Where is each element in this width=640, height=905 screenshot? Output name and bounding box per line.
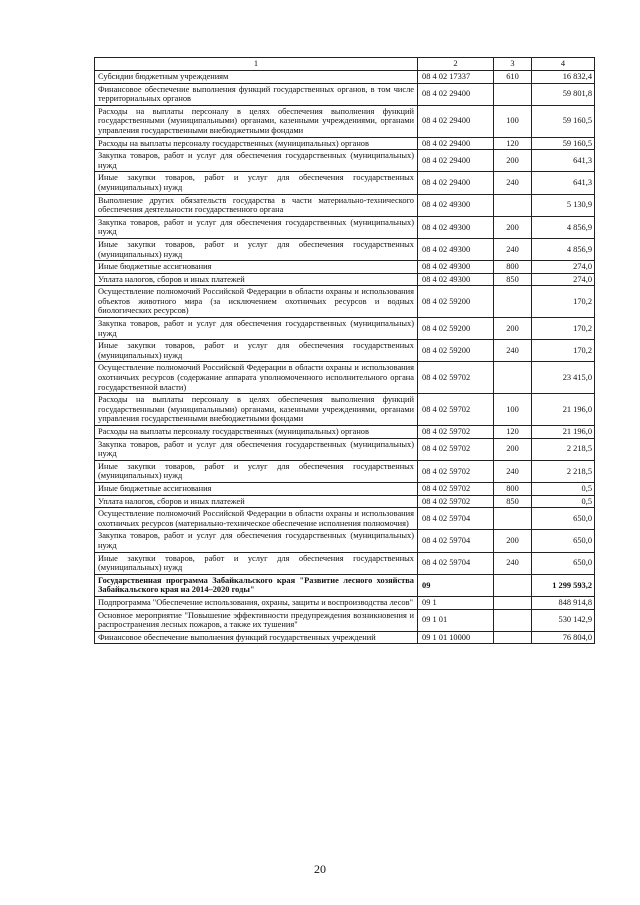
table-row (95, 552, 595, 574)
row-expense-type (494, 609, 532, 631)
row-description: Закупка товаров, работ и услуг для обеспечения государственных (муниципальных) нужд (95, 216, 418, 238)
row-target-code: 08 4 02 59200 (418, 286, 494, 318)
row-expense-type: 100 (494, 394, 532, 426)
table-row (95, 172, 595, 194)
row-amount: 4 856,9 (532, 216, 595, 238)
table-row (95, 482, 595, 495)
row-amount: 650,0 (532, 552, 595, 574)
table-row (95, 83, 595, 105)
row-target-code: 08 4 02 29400 (418, 105, 494, 137)
row-description: Расходы на выплаты персоналу государственных (муниципальных) органов (95, 137, 418, 150)
row-expense-type: 610 (494, 71, 532, 84)
row-expense-type: 240 (494, 172, 532, 194)
row-amount: 21 196,0 (532, 426, 595, 439)
table-row (95, 318, 595, 340)
table-row (95, 150, 595, 172)
row-target-code: 08 4 02 49300 (418, 238, 494, 260)
table-row (95, 286, 595, 318)
row-target-code: 09 (418, 574, 494, 596)
row-expense-type: 800 (494, 261, 532, 274)
table-row (95, 438, 595, 460)
row-target-code: 08 4 02 29400 (418, 150, 494, 172)
row-target-code: 08 4 02 59702 (418, 394, 494, 426)
row-target-code: 08 4 02 59702 (418, 460, 494, 482)
row-description: Субсидии бюджетным учреждениям (95, 71, 418, 84)
row-description: Расходы на выплаты персоналу в целях обеспечения выполнения функций государственными (муниципальными) органами, казенными учреждениями, органами управления государственными внебюджетными фондами (95, 394, 418, 426)
row-amount: 170,2 (532, 318, 595, 340)
row-amount: 16 832,4 (532, 71, 595, 84)
row-amount: 274,0 (532, 273, 595, 286)
row-expense-type (494, 631, 532, 644)
row-amount: 650,0 (532, 530, 595, 552)
row-amount: 23 415,0 (532, 362, 595, 394)
row-expense-type (494, 574, 532, 596)
table-row (95, 340, 595, 362)
row-amount: 274,0 (532, 261, 595, 274)
row-target-code: 09 1 (418, 596, 494, 609)
header-row (95, 58, 595, 71)
page-number: 20 (314, 862, 326, 876)
table-row (95, 71, 595, 84)
row-expense-type: 850 (494, 273, 532, 286)
row-expense-type: 200 (494, 318, 532, 340)
table-row (95, 194, 595, 216)
table-row (95, 508, 595, 530)
header-col-target-code: 2 (418, 58, 494, 71)
row-amount: 0,5 (532, 495, 595, 508)
row-description: Иные бюджетные ассигнования (95, 261, 418, 274)
table-row (95, 596, 595, 609)
row-amount: 650,0 (532, 508, 595, 530)
row-description: Иные бюджетные ассигнования (95, 482, 418, 495)
row-target-code: 08 4 02 49300 (418, 273, 494, 286)
row-target-code: 09 1 01 10000 (418, 631, 494, 644)
row-amount: 2 218,5 (532, 438, 595, 460)
table-row (95, 394, 595, 426)
row-amount: 170,2 (532, 286, 595, 318)
row-description: Закупка товаров, работ и услуг для обеспечения государственных (муниципальных) нужд (95, 318, 418, 340)
row-expense-type (494, 83, 532, 105)
row-target-code: 08 4 02 29400 (418, 172, 494, 194)
row-expense-type: 240 (494, 238, 532, 260)
row-description: Уплата налогов, сборов и иных платежей (95, 273, 418, 286)
header-col-description: 1 (95, 58, 418, 71)
row-description: Осуществление полномочий Российской Федерации в области охраны и использования охотничьих ресурсов (содержание аппарата уполномоченного исполнительного органа государственной власти) (95, 362, 418, 394)
row-amount: 59 801,8 (532, 83, 595, 105)
row-amount: 530 142,9 (532, 609, 595, 631)
row-target-code: 08 4 02 59702 (418, 426, 494, 439)
row-description: Финансовое обеспечение выполнения функций государственных органов, в том числе территориальных органов (95, 83, 418, 105)
row-expense-type: 200 (494, 438, 532, 460)
row-target-code: 08 4 02 59702 (418, 482, 494, 495)
row-expense-type: 120 (494, 137, 532, 150)
row-description: Иные закупки товаров, работ и услуг для обеспечения государственных (муниципальных) нужд (95, 172, 418, 194)
row-expense-type: 240 (494, 340, 532, 362)
row-description: Иные закупки товаров, работ и услуг для обеспечения государственных (муниципальных) нужд (95, 460, 418, 482)
row-amount: 641,3 (532, 150, 595, 172)
table-row (95, 530, 595, 552)
row-expense-type: 200 (494, 530, 532, 552)
row-amount: 0,5 (532, 482, 595, 495)
row-description: Выполнение других обязательств государства в части материально-технического обеспечения деятельности государственного органа (95, 194, 418, 216)
row-amount: 641,3 (532, 172, 595, 194)
row-expense-type (494, 194, 532, 216)
row-target-code: 08 4 02 59200 (418, 340, 494, 362)
row-description: Расходы на выплаты персоналу государственных (муниципальных) органов (95, 426, 418, 439)
row-amount: 59 160,5 (532, 137, 595, 150)
row-expense-type (494, 286, 532, 318)
table-row (95, 609, 595, 631)
row-expense-type: 200 (494, 150, 532, 172)
row-expense-type (494, 596, 532, 609)
table-row (95, 273, 595, 286)
row-amount: 5 130,9 (532, 194, 595, 216)
row-description: Осуществление полномочий Российской Федерации в области охраны и использования объектов животного мира (за исключением охотничьих ресурсов и водных биологических ресурсов) (95, 286, 418, 318)
row-amount: 59 160,5 (532, 105, 595, 137)
row-description: Иные закупки товаров, работ и услуг для обеспечения государственных (муниципальных) нужд (95, 552, 418, 574)
row-description: Осуществление полномочий Российской Федерации в области охраны и использования охотничьих ресурсов (материально-техническое обеспечение исполнения полномочия) (95, 508, 418, 530)
row-expense-type: 100 (494, 105, 532, 137)
row-description: Подпрограмма "Обеспечение использования, охраны, защиты и воспроизводства лесов" (95, 596, 418, 609)
row-description: Основное мероприятие "Повышение эффективности предупреждения возникновения и распространения лесных пожаров, а также их тушения" (95, 609, 418, 631)
header-col-amount: 4 (532, 58, 595, 71)
row-target-code: 08 4 02 49300 (418, 216, 494, 238)
budget-table-container (94, 57, 594, 644)
table-row (95, 216, 595, 238)
row-amount: 21 196,0 (532, 394, 595, 426)
row-expense-type: 240 (494, 552, 532, 574)
row-target-code: 08 4 02 59702 (418, 438, 494, 460)
row-target-code: 08 4 02 59702 (418, 495, 494, 508)
row-target-code: 08 4 02 59200 (418, 318, 494, 340)
row-amount: 848 914,8 (532, 596, 595, 609)
row-expense-type: 800 (494, 482, 532, 495)
row-amount: 170,2 (532, 340, 595, 362)
row-expense-type: 120 (494, 426, 532, 439)
row-target-code: 08 4 02 59704 (418, 508, 494, 530)
row-target-code: 08 4 02 29400 (418, 137, 494, 150)
row-target-code: 08 4 02 49300 (418, 261, 494, 274)
row-description: Закупка товаров, работ и услуг для обеспечения государственных (муниципальных) нужд (95, 530, 418, 552)
table-row (95, 574, 595, 596)
header-col-expense-type: 3 (494, 58, 532, 71)
row-description: Уплата налогов, сборов и иных платежей (95, 495, 418, 508)
row-target-code: 08 4 02 49300 (418, 194, 494, 216)
table-row (95, 238, 595, 260)
row-description: Финансовое обеспечение выполнения функций государственных учреждений (95, 631, 418, 644)
table-row (95, 460, 595, 482)
table-row (95, 137, 595, 150)
row-expense-type: 850 (494, 495, 532, 508)
row-amount: 1 299 593,2 (532, 574, 595, 596)
table-row (95, 426, 595, 439)
row-description: Иные закупки товаров, работ и услуг для обеспечения государственных (муниципальных) нужд (95, 238, 418, 260)
table-row (95, 495, 595, 508)
row-target-code: 08 4 02 17337 (418, 71, 494, 84)
table-row (95, 261, 595, 274)
row-description: Расходы на выплаты персоналу в целях обеспечения выполнения функций государственными (муниципальными) органами, казенными учреждениями, органами управления государственными внебюджетными фондами (95, 105, 418, 137)
row-expense-type: 200 (494, 216, 532, 238)
row-amount: 4 856,9 (532, 238, 595, 260)
row-target-code: 08 4 02 59704 (418, 552, 494, 574)
row-description: Закупка товаров, работ и услуг для обеспечения государственных (муниципальных) нужд (95, 438, 418, 460)
table-row (95, 631, 595, 644)
row-description: Государственная программа Забайкальского края "Развитие лесного хозяйства Забайкальского края на 2014–2020 годы" (95, 574, 418, 596)
row-amount: 2 218,5 (532, 460, 595, 482)
row-target-code: 08 4 02 29400 (418, 83, 494, 105)
table-row (95, 362, 595, 394)
row-expense-type (494, 508, 532, 530)
row-target-code: 08 4 02 59704 (418, 530, 494, 552)
table-row (95, 105, 595, 137)
row-description: Иные закупки товаров, работ и услуг для обеспечения государственных (муниципальных) нужд (95, 340, 418, 362)
row-target-code: 09 1 01 (418, 609, 494, 631)
row-description: Закупка товаров, работ и услуг для обеспечения государственных (муниципальных) нужд (95, 150, 418, 172)
row-expense-type: 240 (494, 460, 532, 482)
budget-table (94, 57, 595, 644)
row-expense-type (494, 362, 532, 394)
row-target-code: 08 4 02 59702 (418, 362, 494, 394)
row-amount: 76 804,0 (532, 631, 595, 644)
